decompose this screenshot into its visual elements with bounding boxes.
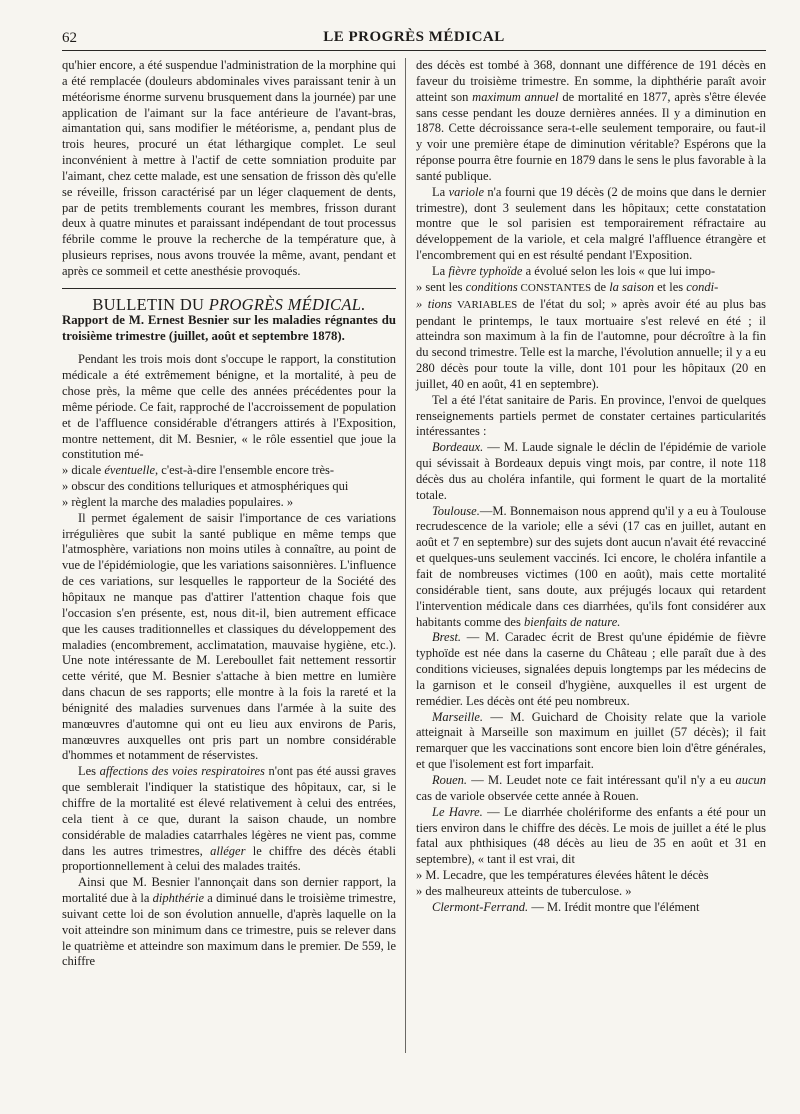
paragraph: Tel a été l'état sanitaire de Paris. En province, l'envoi de quelques renseignements partiels permet de constater certaines particularités intéressantes : <box>416 392 766 439</box>
column-rule <box>405 58 406 1053</box>
paragraph: des décès est tombé à 368, donnant une différence de 191 décès en faveur du troisième trimestre. En somme, la diphthérie paraît avoir atteint son maximum annuel de mortalité en 1877, après s'être élevée sans cesse pendant les douze dernières années. Il y a diminution en 1878. Cette décroissance sera-t-elle seulement temporaire, ou faut-il y voir une première étape de diminution véritable? Espérons que la réponse pourra être fournie en 1879 dans le sens le plus favorable à la santé publique. <box>416 58 767 183</box>
paragraph: La fièvre typhoïde a évolué selon les lois « que lui impo- <box>432 263 716 278</box>
paragraph: La variole n'a fourni que 19 décès (2 de moins que dans le dernier trimestre), dont 3 seulement dans les hôpitaux; cette constatation montre que le sol parisien est temporairement réfractaire au développement de la variole, et cela malgré l'affluence étrangère et l'encombrement qui en est résulté pendant l'Exposition. <box>416 184 766 263</box>
quote-line: » obscur des conditions telluriques et atmosphériques qui <box>62 479 349 494</box>
paragraph: Le Havre. — Le diarrhée cholériforme des enfants a été pour un tiers environ dans le chiffre des décès. Le mois de juillet a été le plus fatal aux phthisiques (48 décès au lieu de 35 en août et 31 en septembre), « tant il est vrai, dit <box>416 804 766 867</box>
report-title: Rapport de M. Ernest Besnier sur les maladies régnantes du troisième trimestre (juillet, août et septembre 1878). <box>62 312 396 343</box>
paragraph: Bordeaux. — M. Laude signale le déclin de l'épidémie de variole qui sévissait à Bordeaux depuis vingt mois, par contre, il note 118 décès dus au choléra infantile, qui forment le quart de la mortalité totale. <box>416 440 766 502</box>
paragraph: Ainsi que M. Besnier l'annonçait dans son dernier rapport, la mortalité due à la diphthérie a diminué dans le troisième trimestre, suivant cette loi de son évolution annuelle, d'après laquelle on la voit atteindre son minimum dans ce trimestre, puis se relever dans le quatrième et atteindre son maximum dans le premier. De 559, le chiffre <box>62 875 396 969</box>
page-header <box>62 28 766 51</box>
left-column <box>62 58 396 970</box>
right-column <box>416 58 766 916</box>
quote-line: » dicale éventuelle, c'est-à-dire l'ensemble encore très- <box>62 463 335 478</box>
paragraph: qu'hier encore, a été suspendue l'administration de la morphine qui a été remplacée (douleurs abdominales vives paraissant tenir à un météorisme énorme survenu brusquement dans la journée) par une application de l'aimant sur la face antérieure de l'avant-bras, aimantation qui, sans modifier le météorisme, a, pendant plus de trois heures, procuré un état léthargique complet. Le seul inconvénient à mettre à l'actif de cette somniation produite par l'aimant, chez cette malade, est une sensation de frisson dès qu'elle se réveille, frisson caractérisé par un léger claquement de dents, par de petits tremblements courant les membres, frisson durant deux à quatre minutes et paraissant indépendant de tout processus fébrile comme le prouve la recherche de la température que, à plusieurs reprises, nous avons trouvée la même, avant, pendant et après ce sommeil et cette anesthésie provoqués. <box>62 58 396 278</box>
quote-line: » M. Lecadre, que les températures élevées hâtent le décès <box>416 868 709 883</box>
running-title: LE PROGRÈS MÉDICAL <box>323 29 505 45</box>
paragraph: Les affections des voies respiratoires n'ont pas été aussi graves que semblerait l'indiquer la statistique des hôpitaux, car, si le chiffre de la mortalité est élevé relativement à celui des entrées, cela tient à ce que, durant la saison chaude, un nombre considérable de maladies catarrhales légères ne vient pas, comme dans les autres trimestres, alléger le chiffre des décès établi proportionnellement à celui des malades traités. <box>62 764 397 874</box>
paragraph: Brest. — M. Caradec écrit de Brest qu'une épidémie de fièvre typhoïde est née dans la caserne du Château ; elle paraît due à des conditions vicieuses, signalées depuis longtemps par les médecins de la garnison et le conseil d'hygiène, auxquelles il est urgent de remédier. Les décès ont été peu nombreux. <box>416 630 766 708</box>
quote-line: » des malheureux atteints de tuberculose. » <box>416 883 632 898</box>
page-number: 62 <box>62 30 77 46</box>
quote-line: » règlent la marche des maladies populaires. » <box>62 494 294 509</box>
paragraph: Toulouse.—M. Bonnemaison nous apprend qu'il y a eu à Toulouse recrudescence de la variole; elle a sévi (17 cas en juillet, autant en août et 7 en septembre) sur des sujets dont aucun n'avait été revacciné et quelques-uns seulement vaccinés. Ici encore, le choléra infantile a fait de nombreuses victimes (100 en août), mais cette mortalité considérable tient, sans doute, aux préjugés locaux qui retardent l'intervention médicale dans ces diarrhées, qu'ils font considérer aux habitants comme des bienfaits de nature. <box>416 503 766 629</box>
paragraph: Marseille. — M. Guichard de Choisity relate que la variole atteignait à Marseille son maximum en juillet (57 décès); il fait remarquer que les vaccinations sont encore bien loin d'être générales, et que l'isolement est fort imparfait. <box>416 709 766 772</box>
paragraph: Il permet également de saisir l'importance de ces variations irrégulières que subit la santé publique en même temps que l'atmosphère, variations non moins utiles à connaître, au point de vue de l'épidémiologie, que les variations saisonnières. L'influence de ces variations, sur lesquelles le rapporteur de la Société des hôpitaux ne manque pas d'attirer l'attention chaque fois que l'occasion s'en présente, est, nous dit-il, bien autrement efficace que les causes traditionnelles et classiques du développement des maladies (encombrement, acclimatation, mauvaise hygiène, etc.). Une note intéressante de M. Lereboullet fait nettement ressortir cette vérité, que M. Besnier s'attache à bien mettre en lumière dans chacun de ses rapports; elle montre à la fois la rareté et la bénignité des maladies survenues dans l'armée à la suite des manœuvres d'automne qui ont eu lieu aux environs de Paris, manœuvres auxquelles ont pris part un nombre considérable d'hommes et notamment de réservistes. <box>62 510 396 763</box>
quote-line: » tions VARIABLES de l'état du sol; » après avoir été au plus bas pendant le printemps, le taux mortuaire s'est relevé en été ; il atteindra son maximum à la fin de l'automne, pour décroître à la fin du second trimestre. Telle est la marche, l'évolution annuelle; il y a eu 280 décès pour toute la ville, dont 101 pour les hôpitaux (20 en juillet, 40 en août, 41 en septembre). <box>416 296 767 391</box>
quote-line: » sent les conditions CONSTANTES de la saison et les condi- <box>416 279 719 294</box>
section-divider <box>62 288 396 289</box>
paragraph: Clermont-Ferrand. — M. Irédit montre que l'élément <box>432 899 700 914</box>
paragraph: Pendant les trois mois dont s'occupe le rapport, la constitution médicale a été extrêmement bénigne, et la mortalité, à peu de chose près, la même que celle des années précédentes pour la même période. Ce fait, rapproché de l'accroissement de population et de l'affluence considérable d'étrangers attirés à l'Exposition, montre nettement, dit M. Besnier, « le rôle essentiel que joue la constitution mé- <box>62 352 396 462</box>
paragraph: Rouen. — M. Leudet note ce fait intéressant qu'il n'y a eu aucun cas de variole observée cette année à Rouen. <box>416 772 766 803</box>
bulletin-heading: BULLETIN DU PROGRÈS MÉDICAL. <box>92 294 366 314</box>
